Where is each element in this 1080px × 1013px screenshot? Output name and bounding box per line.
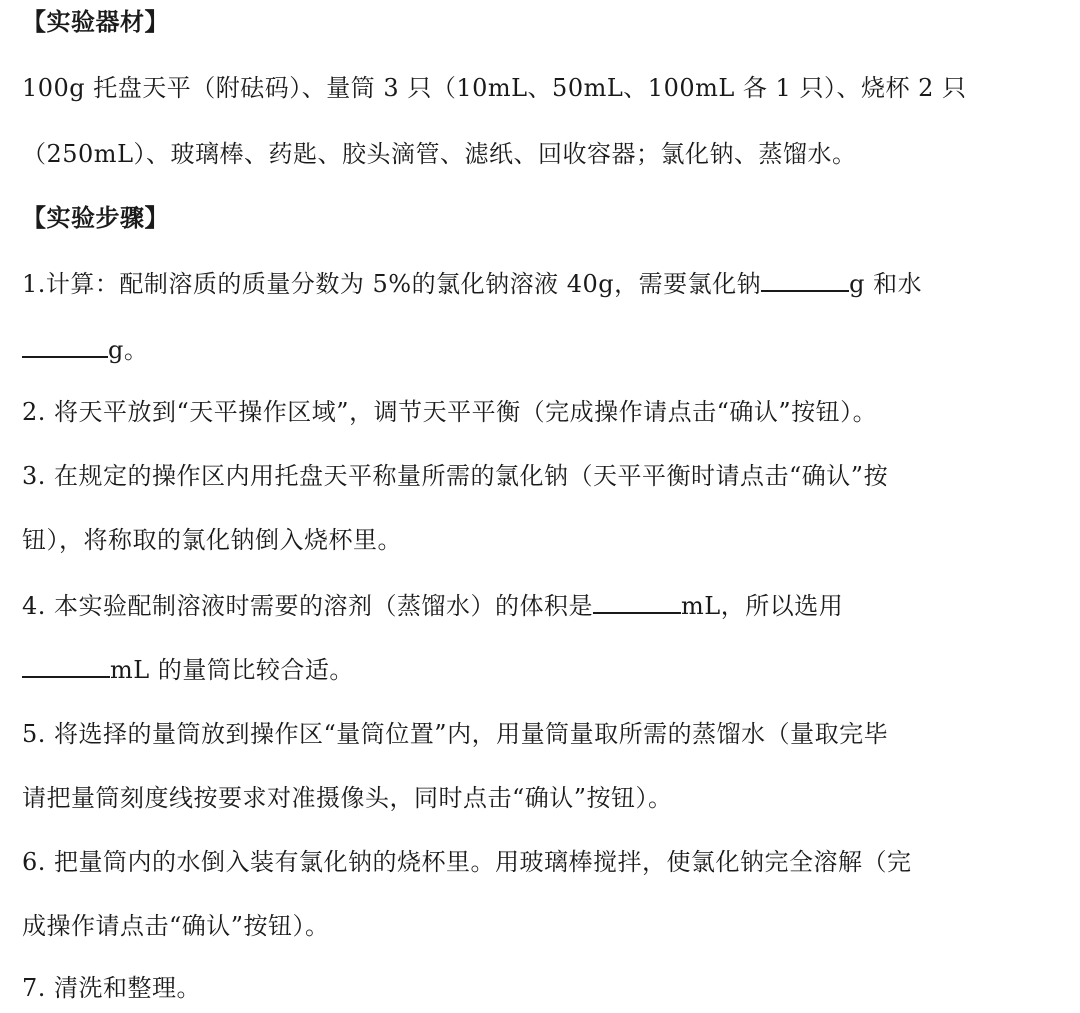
step-4-text-choose: mL，所以选用 xyxy=(681,592,844,620)
sodium-chloride-mass-blank xyxy=(761,264,849,292)
step-1-line-2 xyxy=(22,330,1060,368)
step-1-text: 1.计算：配制溶质的质量分数为 5%的氯化钠溶液 40g，需要氯化钠 xyxy=(22,270,762,298)
step-4-line-1 xyxy=(22,586,1060,624)
solvent-volume-blank xyxy=(593,586,681,614)
step-1-line-1 xyxy=(22,264,1060,302)
steps-heading: 【实验步骤】 xyxy=(22,204,169,232)
water-mass-blank xyxy=(22,330,108,358)
step-4-text-suitable: mL 的量筒比较合适。 xyxy=(110,656,354,684)
step-1-text-water: g 和水 xyxy=(849,270,923,298)
step-3-line-2: 钮），将称取的氯化钠倒入烧杯里。 xyxy=(22,526,402,554)
step-5-line-2: 请把量筒刻度线按要求对准摄像头，同时点击“确认”按钮）。 xyxy=(22,784,673,812)
materials-line-2: （250mL）、玻璃棒、药匙、胶头滴管、滤纸、回收容器；氯化钠、蒸馏水。 xyxy=(22,140,857,168)
cylinder-size-blank xyxy=(22,650,110,678)
step-1-unit: g。 xyxy=(108,336,149,364)
step-6-line-2: 成操作请点击“确认”按钮）。 xyxy=(22,912,330,940)
step-3-line-1: 3. 在规定的操作区内用托盘天平称量所需的氯化钠（天平平衡时请点击“确认”按 xyxy=(22,462,889,490)
step-4-line-2 xyxy=(22,650,1060,688)
step-7: 7. 清洗和整理。 xyxy=(22,974,202,1002)
materials-line-1: 100g 托盘天平（附砝码）、量筒 3 只（10mL、50mL、100mL 各 1 只）、烧杯 2 只 xyxy=(22,74,967,102)
step-4-text: 4. 本实验配制溶液时需要的溶剂（蒸馏水）的体积是 xyxy=(22,592,594,620)
materials-heading: 【实验器材】 xyxy=(22,8,169,36)
step-5-line-1: 5. 将选择的量筒放到操作区“量筒位置”内，用量筒量取所需的蒸馏水（量取完毕 xyxy=(22,720,889,748)
step-2: 2. 将天平放到“天平操作区域”，调节天平平衡（完成操作请点击“确认”按钮）。 xyxy=(22,398,878,426)
step-6-line-1: 6. 把量筒内的水倒入装有氯化钠的烧杯里。用玻璃棒搅拌，使氯化钠完全溶解（完 xyxy=(22,848,912,876)
